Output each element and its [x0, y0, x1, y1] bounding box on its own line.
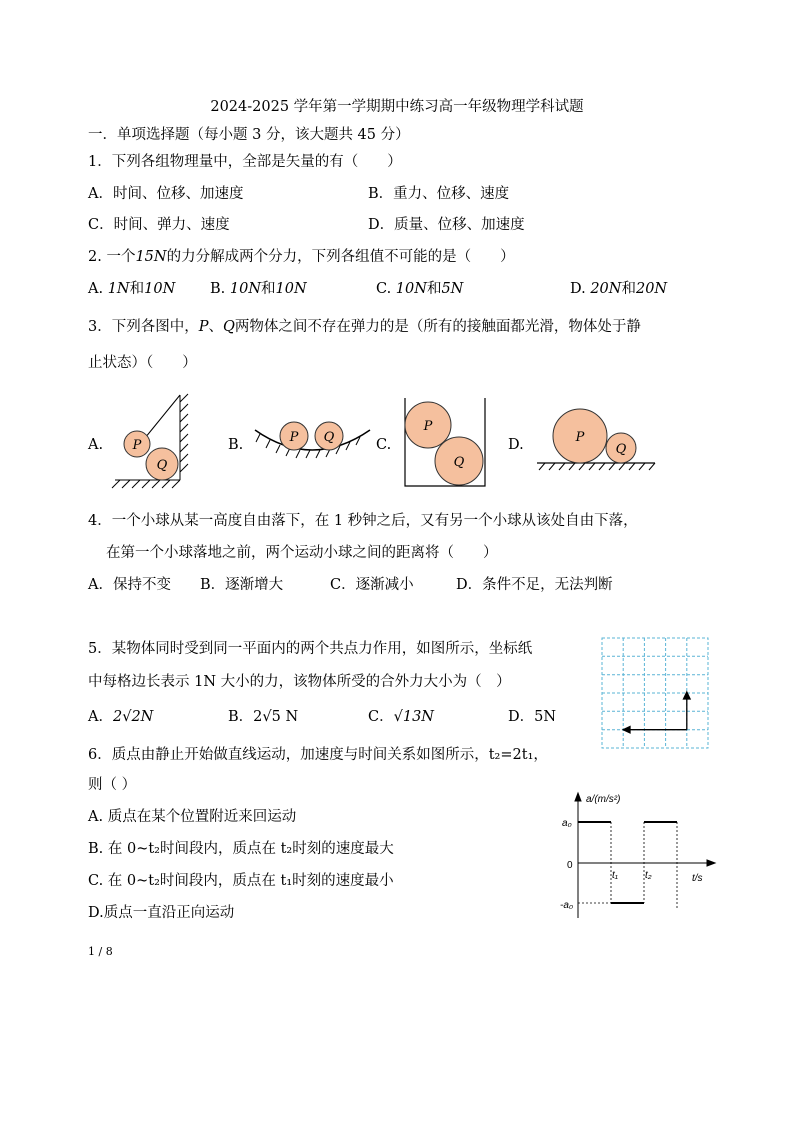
q3-stem-cont: 止状态）（ ） — [88, 355, 197, 371]
q2-stem-force: 15N — [135, 249, 167, 265]
q5-option-b — [228, 708, 298, 726]
q4-stem-cont: 在第一个小球落地之前，两个运动小球之间的距离将（ ） — [106, 545, 498, 561]
q5-option-a — [88, 708, 153, 726]
q2-option-a — [88, 280, 175, 298]
q2-option-d-f1: 20N — [590, 281, 622, 297]
x-axis-label: t/s — [692, 873, 703, 884]
grid-lines — [602, 638, 708, 748]
q6-stem-cont: 则（ ） — [88, 777, 137, 793]
q3-label-c: C. — [376, 437, 392, 453]
q2-option-b-letter: B. — [210, 281, 226, 297]
ball-q-label: Q — [323, 430, 335, 445]
q1-option-b: B．重力、位移、速度 — [368, 186, 510, 202]
q6-acceleration-graph — [560, 790, 720, 922]
guide-lines — [578, 822, 677, 910]
t1-label: t₁ — [612, 870, 618, 881]
q6-option-d: D.质点一直沿正向运动 — [88, 905, 235, 921]
q3-figure-b — [250, 410, 375, 465]
q2-option-a-and: 和 — [129, 281, 145, 297]
q2-option-a-letter: A. — [88, 281, 104, 297]
q4-option-c: C．逐渐减小 — [330, 577, 414, 593]
t2-label: t₂ — [645, 870, 652, 881]
y-axis-label: a/(m/s²) — [586, 794, 621, 805]
q5-stem-cont: 中每格边长表示 1N 大小的力，该物体所受的合外力大小为（ ） — [88, 674, 511, 690]
q6-option-a: A. 质点在某个位置附近来回运动 — [88, 809, 297, 825]
q2-stem — [88, 248, 515, 266]
q2-option-c-f1: 10N — [395, 281, 427, 297]
q2-option-b-and: 和 — [261, 281, 276, 297]
ball-q-label: Q — [615, 442, 627, 457]
q3-figure-a — [110, 390, 200, 495]
graph-labels — [560, 794, 703, 911]
q5-option-d — [508, 708, 556, 726]
q3-label-d: D. — [508, 437, 524, 453]
q3-stem-comma: 、 — [208, 319, 223, 335]
origin-label: 0 — [567, 860, 573, 871]
q5-option-a-value: 2√2N — [112, 709, 154, 725]
q3-stem-p: P — [198, 319, 209, 335]
q2-option-c-f2: 5N — [441, 281, 464, 297]
page-title: 2024-2025 学年第一学期期中练习高一年级物理学科试题 — [210, 99, 584, 115]
q5-stem: 5．某物体同时受到同一平面内的两个共点力作用，如图所示，坐标纸 — [88, 641, 533, 657]
q5-option-b-letter: B． — [228, 709, 254, 725]
neg-a0-label: -a₀ — [560, 900, 574, 911]
section-heading: 一．单项选择题（每小题 3 分，该大题共 45 分） — [88, 127, 410, 143]
q5-option-c-value: √13N — [393, 709, 434, 725]
q2-option-b-f2: 10N — [275, 281, 307, 297]
q4-stem: 4．一个小球从某一高度自由落下，在 1 秒钟之后，又有另一个小球从该处自由下落， — [88, 513, 638, 529]
q3-label-b: B. — [228, 437, 244, 453]
q2-option-b — [210, 280, 307, 298]
q3-stem-q: Q — [223, 319, 235, 335]
q4-option-d: D．条件不足，无法判断 — [456, 577, 613, 593]
q6-option-b: B. 在 0~t₂时间段内，质点在 t₂时刻的速度最大 — [88, 841, 394, 857]
q2-option-d-f2: 20N — [635, 281, 668, 297]
q5-option-a-letter: A． — [88, 709, 113, 725]
q2-option-a-f2: 10N — [144, 281, 176, 297]
q2-stem-text-b: 的力分解成两个分力，下列各组值不可能的是（ ） — [166, 249, 515, 265]
q2-stem-text-a: 2. 一个 — [88, 249, 136, 265]
ground-hatch — [539, 463, 655, 470]
q2-option-c — [376, 280, 463, 298]
curved-surface — [255, 430, 370, 450]
q2-option-d — [570, 280, 667, 298]
q2-option-d-letter: D. — [570, 281, 586, 297]
q2-option-a-f1: 1N — [107, 281, 130, 297]
q2-option-d-and: 和 — [621, 281, 636, 297]
page-number: 1 / 8 — [88, 945, 113, 958]
q5-option-d-letter: D． — [508, 709, 535, 725]
ball-q-label: Q — [453, 455, 465, 470]
a0-label: a₀ — [562, 818, 572, 829]
q1-stem: 1．下列各组物理量中，全部是矢量的有（ ） — [88, 154, 402, 170]
q3-stem — [88, 318, 641, 336]
q3-label-a: A. — [88, 437, 104, 453]
ball-q-label: Q — [156, 458, 168, 473]
axes — [575, 793, 715, 918]
q3-stem-text-b: 两物体之间不存在弹力的是（所有的接触面都光滑，物体处于静 — [234, 319, 641, 335]
q5-force-grid — [602, 638, 710, 750]
q3-stem-text-a: 3．下列各图中， — [88, 319, 199, 335]
q6-option-c: C. 在 0~t₂时间段内，质点在 t₁时刻的速度最小 — [88, 873, 394, 889]
q1-option-a: A．时间、位移、加速度 — [88, 186, 244, 202]
q1-option-d: D．质量、位移、加速度 — [368, 217, 525, 233]
q6-stem: 6．质点由静止开始做直线运动，加速度与时间关系如图所示，t₂=2t₁， — [88, 747, 548, 763]
ball-p-label: P — [575, 430, 585, 445]
q5-option-b-value: 2√5 N — [253, 709, 299, 725]
q1-option-c: C．时间、弹力、速度 — [88, 217, 230, 233]
force-vectors — [623, 692, 690, 733]
q4-option-b: B．逐渐增大 — [200, 577, 284, 593]
q5-option-c — [368, 708, 434, 726]
q3-figure-c — [400, 398, 490, 490]
ball-p-label: P — [289, 430, 299, 445]
q3-figure-d — [535, 405, 660, 475]
q5-option-c-letter: C． — [368, 709, 394, 725]
ball-p-label: P — [423, 419, 433, 434]
q2-option-c-letter: C. — [376, 281, 392, 297]
q2-option-b-f1: 10N — [229, 281, 262, 297]
q4-option-a: A．保持不变 — [88, 577, 171, 593]
q5-option-d-value: 5N — [534, 709, 557, 725]
ball-p-label: P — [132, 438, 142, 453]
q2-option-c-and: 和 — [426, 281, 442, 297]
